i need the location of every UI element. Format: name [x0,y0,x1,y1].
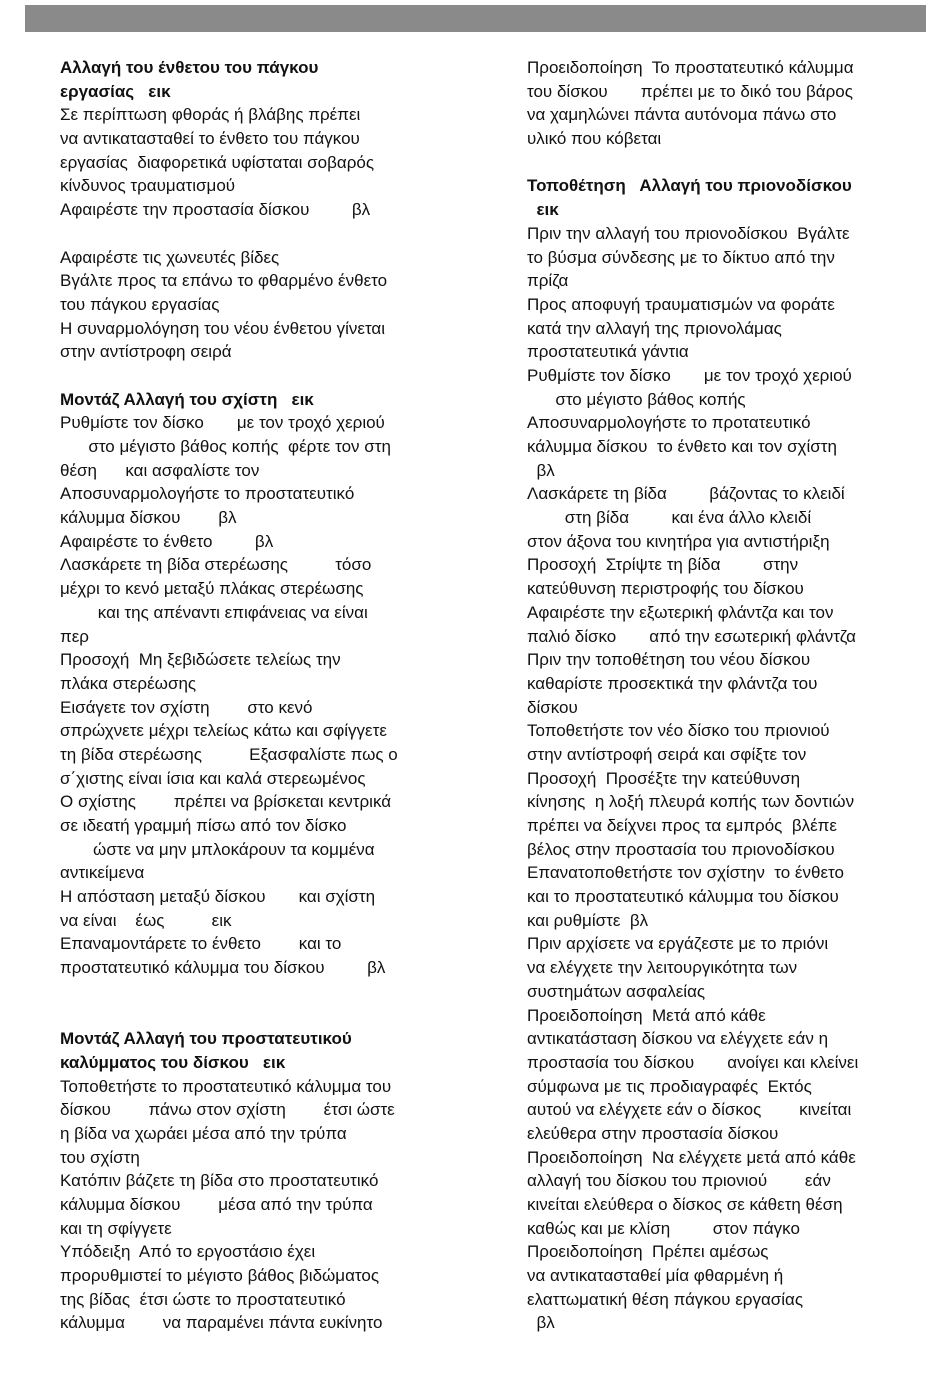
text-line: αντικείμενα [60,863,145,883]
section-heading: Αλλαγή του ένθετου του πάγκου [60,58,319,77]
text-line: Πριν την αλλαγή του πριονοδίσκου Βγάλτε [527,223,850,243]
spacer [60,364,480,388]
spacer [527,151,947,175]
text-line: Κατόπιν βάζετε τη βίδα στο προστατευτικό [60,1171,379,1191]
text-line: παλιό δίσκο από την εσωτερική φλάντζα [527,626,856,646]
text-line: Εισάγετε τον σχίστη στο κενό [60,697,313,717]
text-line: Πριν την τοποθέτηση του νέου δίσκου [527,650,811,670]
section-saw-blade [527,174,947,1335]
text-line: και ρυθμίστε βλ [527,910,649,930]
text-line: Προειδοποίηση Να ελέγχετε μετά από κάθε [527,1147,856,1167]
text-line: προστατευτικό κάλυμμα του δίσκου βλ [60,958,386,978]
text-line: να αντικατασταθεί μία φθαρμένη ή [527,1266,784,1286]
text-line: Προσοχή Προσέξτε την κατεύθυνση [527,768,801,788]
text-line: στην αντίστροφή σειρά και σφίξτε τον [527,744,807,764]
text-line: προστατευτικά γάντια [527,342,689,362]
text-line: Αφαιρέστε την προστασία δίσκου βλ [60,200,371,220]
section-heading: εργασίας εικ [60,81,171,101]
text-line: και της απέναντι επιφάνειας να είναι [60,602,368,622]
text-line: Αφαιρέστε τις χωνευτές βίδες [60,247,280,267]
text-line: πρέπει να δείχνει προς τα εμπρός βλέπε [527,816,837,835]
text-line: κίνησης η λοξή πλευρά κοπής των δοντιών [527,792,855,812]
text-line: εργασίας διαφορετικά υφίσταται σοβαρός [60,152,375,172]
text-line: ώστε να μην μπλοκάρουν τα κομμένα [60,839,375,859]
text-line: Πριν αρχίσετε να εργάζεστε με το πριόνι [527,934,829,954]
text-line: Ρυθμίστε τον δίσκο με τον τροχό χεριού [60,413,385,433]
section-riving-knife [60,388,480,980]
text-line: Βγάλτε προς τα επάνω το φθαρμένο ένθετο [60,271,388,291]
text-line: σπρώχνετε μέχρι τελείως κάτω και σφίγγετε [60,721,387,741]
text-line: να είναι έως εικ [60,910,232,930]
spacer [60,980,480,1027]
left-column [60,56,480,1335]
header-bar [25,5,926,32]
text-line: Η απόσταση μεταξύ δίσκου και σχίστη [60,887,376,907]
text-line: συστημάτων ασφαλείας [527,981,706,1001]
text-line: βλ [527,1313,555,1333]
text-line: καθώς και με κλίση στον πάγκο [527,1218,800,1238]
text-line: αντικατάσταση δίσκου να ελέγχετε εάν η [527,1029,829,1049]
text-line: Προειδοποίηση Πρέπει αμέσως [527,1242,769,1262]
text-line: Λασκάρετε τη βίδα στερέωσης τόσο [60,555,372,575]
text-line: στο μέγιστο βάθος κοπής φέρτε τον στη [60,437,391,456]
text-line: Προειδοποίηση Το προστατευτικό κάλυμμα [527,58,854,77]
text-line: κινείται ελεύθερα ο δίσκος σε κάθετη θέση [527,1195,843,1214]
text-line: Προειδοποίηση Μετά από κάθε [527,1005,766,1025]
text-line: Τοποθετήστε τον νέο δίσκο του πριονιού [527,721,830,741]
section-heading: Μοντάζ Αλλαγή του προστατευτικού [60,1029,352,1049]
text-line: σ΄χιστης είναι ίσια και καλά στερεωμένος [60,768,366,788]
text-line: προστασία του δίσκου ανοίγει και κλείνει [527,1052,859,1072]
section-heading: καλύμματος του δίσκου εικ [60,1052,286,1072]
text-line: Ρυθμίστε τον δίσκο με τον τροχό χεριού [527,365,852,385]
text-line: στην αντίστροφη σειρά [60,342,232,362]
text-line: στο μέγιστο βάθος κοπής [527,389,746,409]
text-line: Λασκάρετε τη βίδα βάζοντας το κλειδί [527,484,845,504]
text-line: κάλυμμα να παραμένει πάντα ευκίνητο [60,1313,383,1333]
text-line: κάλυμμα δίσκου μέσα από την τρύπα [60,1195,373,1215]
text-line: καθαρίστε προσεκτικά την φλάντζα του [527,673,818,693]
warning-intro [527,56,947,151]
text-line: προρυθμιστεί το μέγιστο βάθος βιδώματος [60,1266,380,1286]
section-blade-guard [60,1027,480,1335]
text-line: Ο σχίστης πρέπει να βρίσκεται κεντρικά [60,792,392,812]
text-line: Αφαιρέστε το ένθετο βλ [60,531,274,551]
text-line: υλικό που κόβεται [527,129,662,149]
text-line: Αποσυναρμολογήστε το προστατευτικό [60,484,355,504]
text-line: σε ιδεατή γραμμή πίσω από τον δίσκο [60,816,347,835]
text-line: τη βίδα στερέωσης Εξασφαλίστε πως ο [60,744,398,764]
text-line: Αποσυναρμολογήστε το προτατευτικό [527,413,811,433]
text-line: ελαττωματική θέση πάγκου εργασίας [527,1289,804,1309]
text-line: κατεύθυνση περιστροφής του δίσκου [527,579,804,599]
text-line: Προσοχή Μη ξεβιδώσετε τελείως την [60,650,341,670]
text-line: Τοποθετήστε το προστατευτικό κάλυμμα του [60,1076,392,1096]
text-line: Προσοχή Στρίψτε τη βίδα στην [527,555,799,575]
section-heading: Τοποθέτηση Αλλαγή του πριονοδίσκου [527,176,852,196]
text-line: πλάκα στερέωσης [60,673,197,693]
text-line: σύμφωνα με τις προδιαγραφές Εκτός [527,1076,812,1096]
text-line: του πάγκου εργασίας [60,294,220,314]
text-line: δίσκου [527,697,578,717]
text-line: Η συναρμολόγηση του νέου ένθετου γίνεται [60,318,386,338]
text-line: βέλος στην προστασία του πριονοδίσκου [527,839,835,859]
text-line: κάλυμμα δίσκου βλ [60,508,237,528]
text-line: να ελέγχετε την λειτουργικότητα των [527,958,798,978]
text-line: και τη σφίγγετε [60,1218,172,1238]
text-line: περ [60,626,89,646]
text-line: στη βίδα και ένα άλλο κλειδί [527,508,812,528]
text-line: Επαναμοντάρετε το ένθετο και το [60,934,342,954]
section-heading: εικ [527,200,559,220]
text-line: κατά την αλλαγή της πριονολάμας [527,318,782,338]
text-line: μέχρι το κενό μεταξύ πλάκας στερέωσης [60,579,364,599]
text-line: του σχίστη [60,1147,140,1167]
text-line: η βίδα να χωράει μέσα από την τρύπα [60,1123,347,1143]
text-line: να αντικατασταθεί το ένθετο του πάγκου [60,129,360,149]
section-heading: Μοντάζ Αλλαγή του σχίστη εικ [60,389,314,409]
text-line: του δίσκου πρέπει με το δικό του βάρος [527,81,853,101]
text-line: θέση και ασφαλίστε τον [60,460,260,480]
text-line: κάλυμμα δίσκου το ένθετο και τον σχίστη [527,437,837,456]
text-line: αλλαγή του δίσκου του πριονιού εάν [527,1171,831,1191]
text-line: της βίδας έτσι ώστε το προστατευτικό [60,1289,346,1309]
text-line: στον άξονα του κινητήρα για αντιστήριξη [527,531,830,551]
text-line: κίνδυνος τραυματισμού [60,176,236,196]
right-column [527,56,947,1335]
text-line: να χαμηλώνει πάντα αυτόνομα πάνω στο [527,105,837,125]
text-line: πρίζα [527,271,569,291]
text-line: Αφαιρέστε την εξωτερική φλάντζα και τον [527,602,834,622]
text-line [60,222,480,246]
text-line: Σε περίπτωση φθοράς ή βλάβης πρέπει [60,105,361,125]
text-line: αυτού να ελέγχετε εάν ο δίσκος κινείται [527,1100,852,1120]
text-line: βλ [527,460,555,480]
text-line: και το προστατευτικό κάλυμμα του δίσκου [527,887,839,907]
section-table-insert [60,56,480,364]
text-line: το βύσμα σύνδεσης με το δίκτυο από την [527,247,835,267]
text-line: Υπόδειξη Από το εργοστάσιο έχει [60,1242,316,1262]
text-line: δίσκου πάνω στον σχίστη έτσι ώστε [60,1100,395,1120]
text-line: Επανατοποθετήστε τον σχίστην το ένθετο [527,863,844,883]
text-line: ελεύθερα στην προστασία δίσκου [527,1123,779,1143]
text-line: Προς αποφυγή τραυματισμών να φοράτε [527,294,835,314]
